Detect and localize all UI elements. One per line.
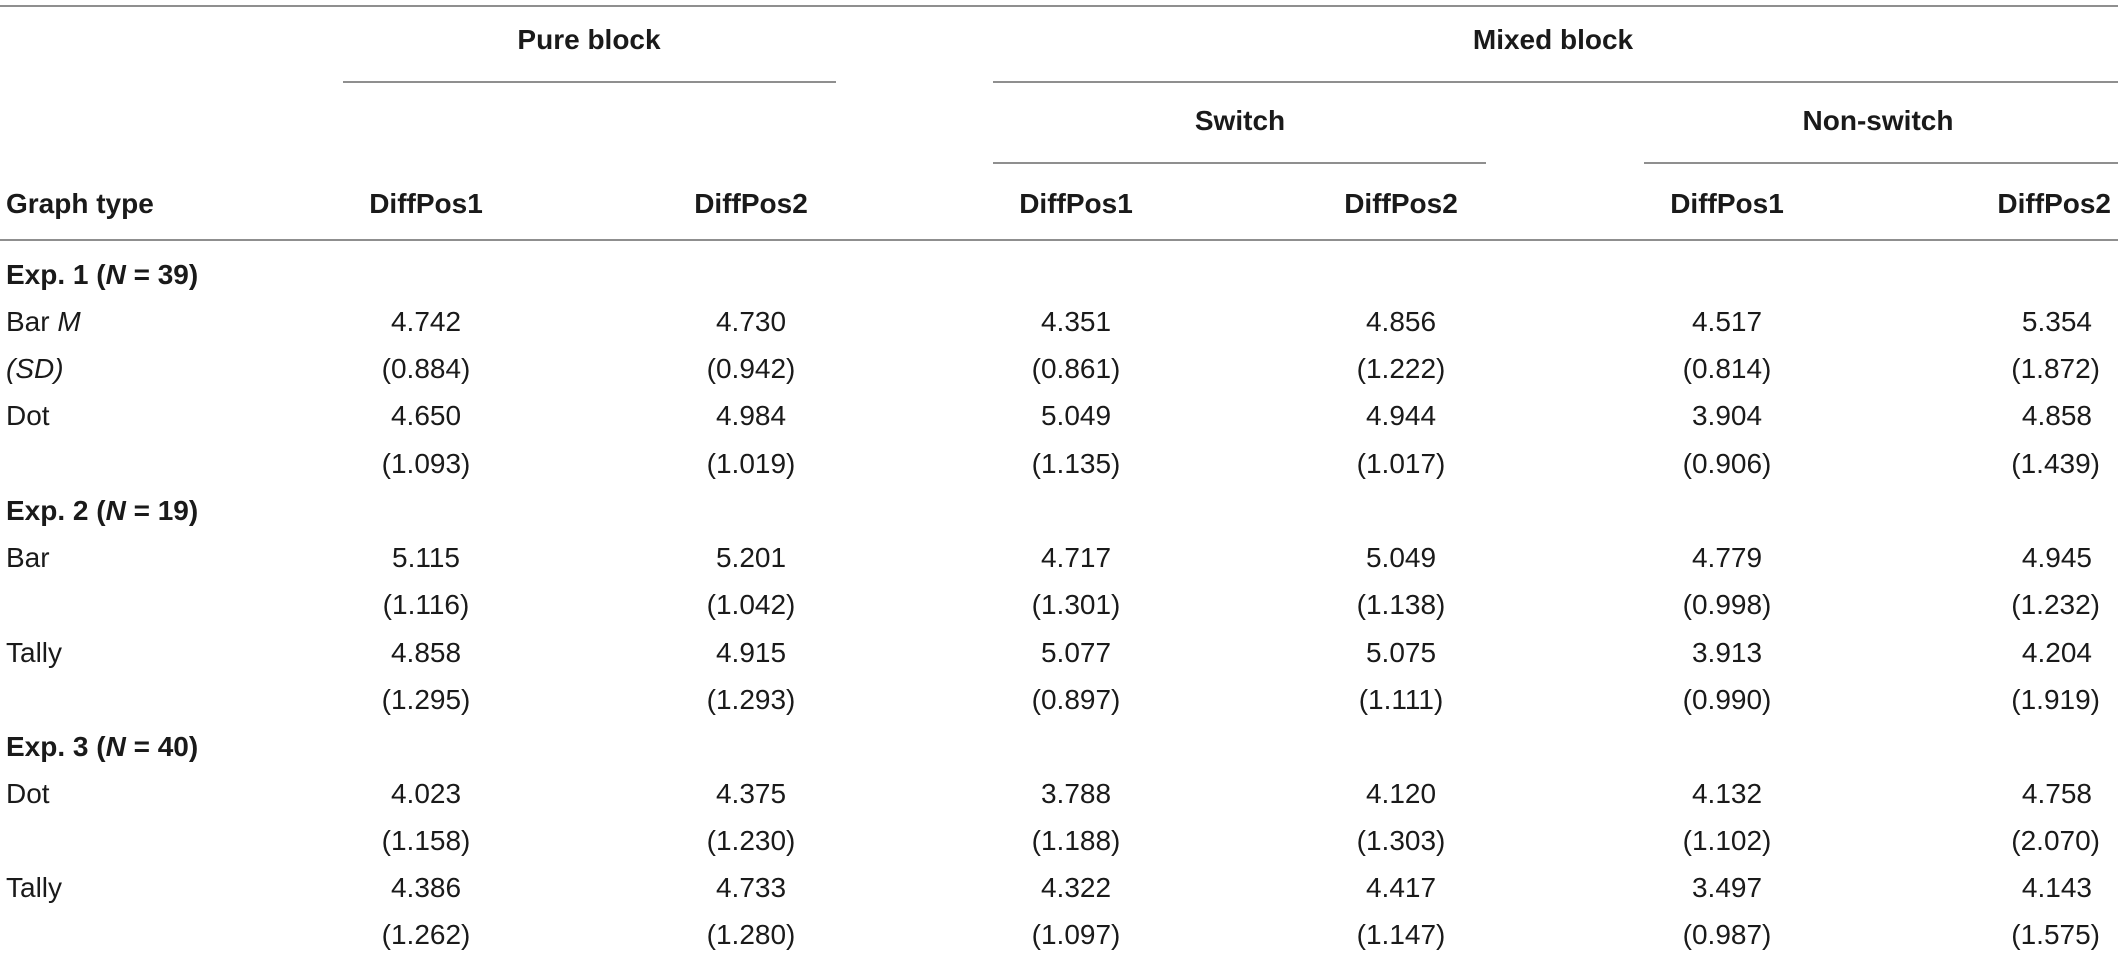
table-cell: (1.158) bbox=[381, 825, 471, 856]
table-cell: 5.354 bbox=[2021, 306, 2092, 337]
top-rule bbox=[0, 5, 2118, 7]
table-cell: 4.758 bbox=[2021, 778, 2092, 809]
table-cell: 4.858 bbox=[390, 637, 462, 668]
table-cell: (1.230) bbox=[706, 825, 796, 856]
table-cell: (1.097) bbox=[1031, 919, 1121, 950]
table-cell: 4.733 bbox=[715, 872, 787, 903]
table-cell: 3.497 bbox=[1691, 872, 1763, 903]
table-cell: 4.351 bbox=[1040, 306, 1112, 337]
table-cell: (1.147) bbox=[1356, 919, 1446, 950]
table-cell: (1.102) bbox=[1682, 825, 1772, 856]
table-cell: 4.386 bbox=[390, 872, 462, 903]
table-cell: (1.019) bbox=[706, 448, 796, 479]
row-label: Bar bbox=[6, 542, 50, 573]
table-cell: 4.717 bbox=[1040, 542, 1112, 573]
table-cell: (1.262) bbox=[381, 919, 471, 950]
table-cell: 4.375 bbox=[715, 778, 787, 809]
table-cell: 4.132 bbox=[1691, 778, 1763, 809]
group-label: Exp. 3 (N = 40) bbox=[6, 731, 199, 762]
switch-rule bbox=[993, 162, 1486, 164]
table-cell: 4.322 bbox=[1040, 872, 1112, 903]
table-cell: 4.417 bbox=[1365, 872, 1437, 903]
table-cell: (0.897) bbox=[1031, 684, 1121, 715]
row-label: Tally bbox=[6, 872, 63, 903]
table-cell: 5.049 bbox=[1365, 542, 1437, 573]
header-switch-diffpos1: DiffPos1 bbox=[1019, 188, 1133, 219]
table-cell: 3.788 bbox=[1040, 778, 1112, 809]
group-label: Exp. 2 (N = 19) bbox=[6, 495, 199, 526]
table-cell: 4.517 bbox=[1691, 306, 1763, 337]
table-cell: (1.042) bbox=[706, 589, 796, 620]
table-cell: (1.111) bbox=[1358, 684, 1444, 715]
table-cell: (1.232) bbox=[2011, 589, 2100, 620]
row-label: Dot bbox=[6, 400, 50, 431]
table-cell: 4.945 bbox=[2021, 542, 2092, 573]
table-cell: 4.944 bbox=[1365, 400, 1437, 431]
table-cell: (0.998) bbox=[1682, 589, 1772, 620]
table-cell: 4.915 bbox=[715, 637, 787, 668]
header-bottom-rule bbox=[0, 239, 2118, 241]
row-label: Tally bbox=[6, 637, 63, 668]
header-pure-diffpos1: DiffPos1 bbox=[369, 188, 483, 219]
table-cell: (1.222) bbox=[1356, 353, 1446, 384]
table-cell: (0.987) bbox=[1682, 919, 1772, 950]
table-cell: 4.204 bbox=[2021, 637, 2092, 668]
table-cell: 4.858 bbox=[2021, 400, 2092, 431]
table-cell: (1.116) bbox=[382, 589, 470, 620]
table-cell: 5.049 bbox=[1040, 400, 1112, 431]
table-cell: (1.303) bbox=[1356, 825, 1446, 856]
table-cell: 4.730 bbox=[715, 306, 787, 337]
table-cell: (0.990) bbox=[1682, 684, 1772, 715]
table-cell: (0.906) bbox=[1682, 448, 1772, 479]
table-cell: 4.779 bbox=[1691, 542, 1763, 573]
header-pure-block: Pure block bbox=[517, 24, 661, 55]
table-cell: (1.017) bbox=[1356, 448, 1446, 479]
table-cell: (1.135) bbox=[1031, 448, 1121, 479]
table-cell: (1.093) bbox=[381, 448, 471, 479]
table-cell: (1.295) bbox=[381, 684, 471, 715]
table-cell: (0.942) bbox=[706, 353, 796, 384]
table-cell: (2.070) bbox=[2011, 825, 2100, 856]
header-graph-type: Graph type bbox=[6, 188, 154, 219]
row-label: Dot bbox=[6, 778, 50, 809]
table-cell: (1.138) bbox=[1356, 589, 1446, 620]
header-mixed-block: Mixed block bbox=[1472, 24, 1634, 55]
header-nonswitch-diffpos1: DiffPos1 bbox=[1670, 188, 1784, 219]
table-cell: 3.913 bbox=[1691, 637, 1763, 668]
table-cell: 4.143 bbox=[2021, 872, 2092, 903]
table-cell: 4.120 bbox=[1365, 778, 1437, 809]
table-cell: 5.077 bbox=[1040, 637, 1112, 668]
header-non-switch: Non-switch bbox=[1802, 105, 1954, 136]
table-cell: (1.188) bbox=[1031, 825, 1121, 856]
mixed-block-rule bbox=[993, 81, 2118, 83]
row-label: (SD) bbox=[6, 353, 64, 384]
table-cell: (0.861) bbox=[1031, 353, 1121, 384]
table-cell: 4.023 bbox=[390, 778, 462, 809]
header-pure-diffpos2: DiffPos2 bbox=[694, 188, 808, 219]
table-cell: 5.075 bbox=[1365, 637, 1437, 668]
table-cell: (1.439) bbox=[2011, 448, 2100, 479]
pure-block-rule bbox=[343, 81, 836, 83]
table-cell: 5.201 bbox=[715, 542, 787, 573]
row-label: Bar M bbox=[6, 306, 81, 337]
table-cell: 4.984 bbox=[715, 400, 787, 431]
table-cell: (1.575) bbox=[2011, 919, 2100, 950]
table-cell: 4.650 bbox=[390, 400, 462, 431]
table-cell: (1.919) bbox=[2011, 684, 2100, 715]
header-nonswitch-diffpos2: DiffPos2 bbox=[1997, 188, 2111, 219]
table-cell: 4.742 bbox=[390, 306, 462, 337]
header-switch: Switch bbox=[1194, 105, 1286, 136]
table-cell: 5.115 bbox=[392, 542, 460, 573]
group-label: Exp. 1 (N = 39) bbox=[6, 259, 199, 290]
table-cell: (1.293) bbox=[706, 684, 796, 715]
table-cell: 3.904 bbox=[1691, 400, 1763, 431]
table-cell: (0.884) bbox=[381, 353, 471, 384]
header-switch-diffpos2: DiffPos2 bbox=[1344, 188, 1458, 219]
table-cell: 4.856 bbox=[1365, 306, 1437, 337]
non-switch-rule bbox=[1644, 162, 2118, 164]
table-cell: (0.814) bbox=[1682, 353, 1772, 384]
table-cell: (1.872) bbox=[2011, 353, 2100, 384]
table-cell: (1.280) bbox=[706, 919, 796, 950]
table-cell: (1.301) bbox=[1031, 589, 1121, 620]
